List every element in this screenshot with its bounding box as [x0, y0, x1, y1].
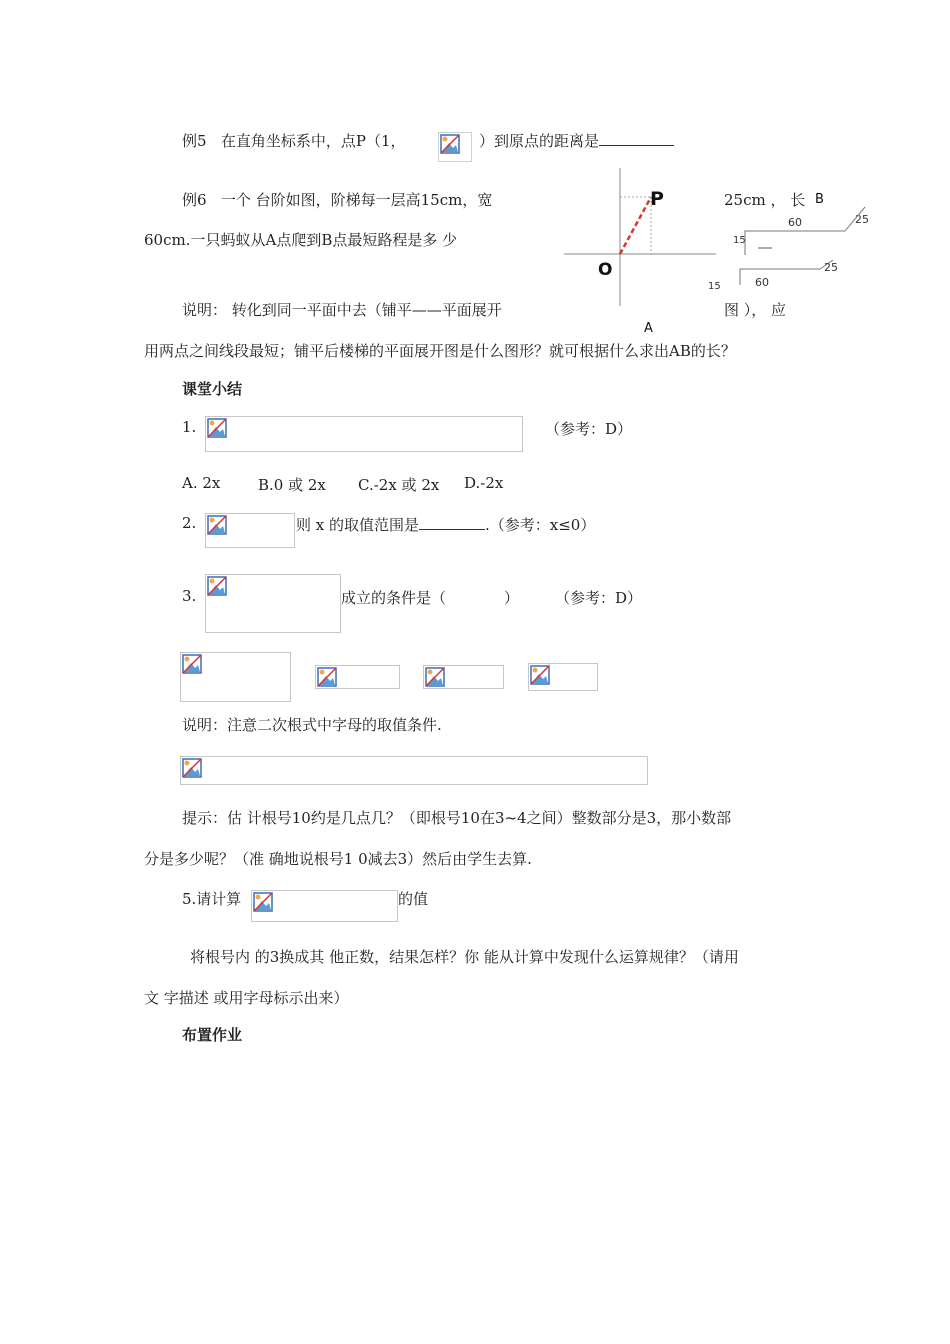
- image-placeholder-icon: [440, 134, 460, 154]
- hint-line2: 分是多少呢？（准 确地说根号1 0减去3）然后由学生去算.: [144, 850, 532, 868]
- stair-figure: [700, 185, 880, 295]
- note-1-line1: 说明： 转化到同一平面中去（铺平——平面展开: [182, 301, 502, 319]
- q2-formula-image: [205, 513, 295, 548]
- example-6-label: 例6: [182, 191, 207, 209]
- q3-option-image-b: [315, 665, 400, 689]
- option-d: D.-2x: [464, 474, 504, 492]
- image-placeholder-icon: [207, 576, 227, 596]
- top-width-label: 60: [788, 216, 802, 229]
- extension-line2: 文 字描述 或用字母标示出来）: [144, 989, 349, 1007]
- image-placeholder-icon: [182, 758, 202, 778]
- q3-reference: （参考：D）: [555, 589, 643, 607]
- image-placeholder-icon: [207, 515, 227, 535]
- example-6-line1-right: 25cm ， 长: [724, 191, 806, 209]
- option-b: B.0 或 2x: [258, 476, 326, 494]
- q1-formula-image: [205, 416, 523, 452]
- lower-width-label: 60: [755, 276, 769, 289]
- q3-option-image-d: [528, 663, 598, 691]
- option-c: C.-2x 或 2x: [358, 476, 440, 494]
- broken-image-icon: [438, 132, 472, 162]
- note-2: 说明：注意二次根式中字母的取值条件.: [182, 716, 442, 734]
- image-placeholder-icon: [317, 667, 337, 687]
- option-a: A. 2x: [182, 474, 221, 492]
- coordinate-figure: [558, 168, 718, 338]
- image-placeholder-icon: [253, 892, 273, 912]
- q2-text: [296, 514, 595, 535]
- point-b-label: B: [815, 192, 824, 207]
- top-height-label: 15: [733, 235, 746, 246]
- example-5-question: ）到原点的距离是: [479, 132, 600, 150]
- q2-question: 则 x 的取值范围是: [296, 516, 419, 534]
- q3-close-paren: ）: [504, 589, 520, 607]
- example-6-line1: [182, 189, 492, 210]
- note-1-line1-right: 图 ）， 应: [724, 301, 787, 319]
- op-segment: [620, 197, 651, 254]
- q5-formula-image: [251, 890, 398, 922]
- example-5-label: 例5: [182, 132, 207, 150]
- q3-formula-image: [205, 574, 341, 633]
- q2-reference: .（参考：x≤0）: [485, 516, 596, 534]
- q3-option-image-c: [423, 665, 504, 689]
- example-5-continued: [479, 130, 674, 151]
- image-placeholder-icon: [207, 418, 227, 438]
- example-6-text: 一个 台阶如图，阶梯每一层高15cm，宽: [220, 191, 493, 209]
- q5-suffix: 的值: [398, 890, 429, 908]
- q4-formula-image: [180, 756, 648, 785]
- origin-label: O: [598, 260, 613, 280]
- homework-heading: 布置作业: [182, 1026, 243, 1044]
- answer-blank: [599, 131, 674, 146]
- q3-text: 成立的条件是（: [341, 589, 447, 607]
- example-6-line2: 60cm.一只蚂蚁从A点爬到B点最短路程是多 少: [144, 231, 458, 249]
- point-a-label: A: [644, 321, 653, 336]
- image-placeholder-icon: [425, 667, 445, 687]
- point-p-label: P: [650, 188, 664, 210]
- top-depth-label: 25: [855, 213, 869, 226]
- q1-number: 1.: [182, 418, 197, 436]
- q3-option-image-a: [180, 652, 291, 702]
- extension-line1: 将根号内 的3换成其 他正数，结果怎样？你 能从计算中发现什么运算规律？（请用: [190, 948, 739, 966]
- summary-heading: 课堂小结: [182, 380, 243, 398]
- note-1-line2: 用两点之间线段最短；铺平后楼梯的平面展开图是什么图形？就可根据什么求出AB的长？: [144, 342, 736, 360]
- lower-depth-label: 25: [824, 261, 838, 274]
- lower-step-outline: [740, 260, 833, 285]
- q1-reference: （参考：D）: [545, 420, 633, 438]
- image-placeholder-icon: [182, 654, 202, 674]
- q2-answer-blank: [419, 515, 485, 530]
- example-5: [182, 130, 406, 151]
- hint-line1: 提示：估 计根号10约是几点几？（即根号10在3~4之间）整数部分是3，那小数部: [182, 809, 732, 827]
- image-placeholder-icon: [530, 665, 550, 685]
- q5-prefix: 5.请计算: [182, 890, 242, 908]
- example-5-text: 在直角坐标系中，点P（1，: [220, 132, 406, 150]
- lower-height-label: 15: [708, 281, 721, 292]
- q3-number: 3.: [182, 587, 197, 605]
- q2-number: 2.: [182, 514, 197, 532]
